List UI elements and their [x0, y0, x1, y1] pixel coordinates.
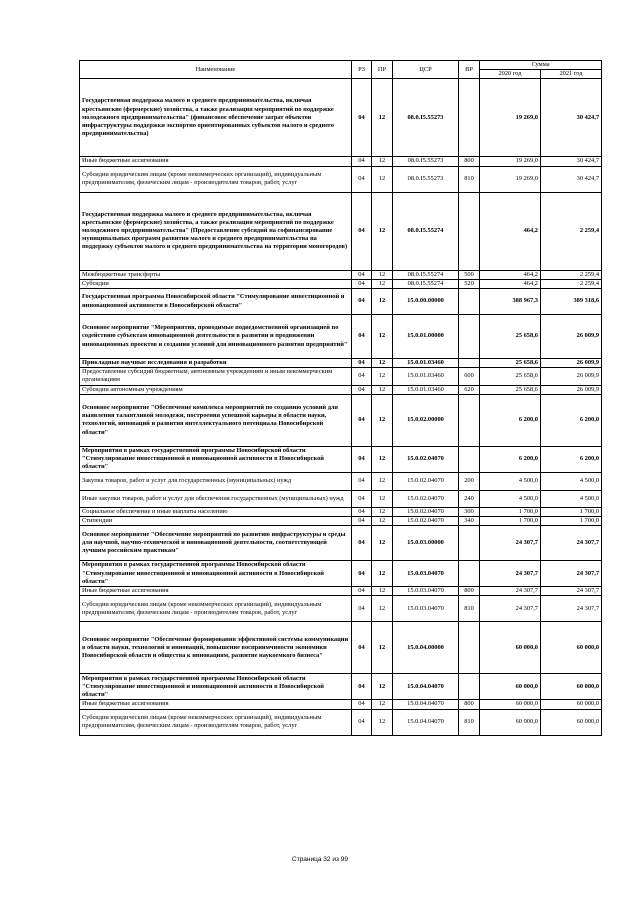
row-vr: 620 — [459, 385, 480, 394]
row-name: Стипендии — [80, 517, 352, 526]
row-pr: 12 — [372, 490, 393, 507]
row-sum-2021: 24 307,7 — [541, 561, 602, 587]
row-vr — [459, 526, 480, 561]
row-rz: 04 — [352, 596, 372, 622]
table-row — [80, 674, 602, 700]
row-sum-2021: 4 500,0 — [541, 490, 602, 507]
page-footer: Страница 32 из 99 — [292, 856, 348, 863]
row-csr: 08.0.I5.55273 — [393, 157, 459, 166]
table-row — [80, 166, 602, 192]
row-pr: 12 — [372, 507, 393, 516]
row-vr — [459, 289, 480, 315]
table-row — [80, 394, 602, 446]
row-vr: 600 — [459, 368, 480, 385]
row-rz: 04 — [352, 526, 372, 561]
row-vr — [459, 192, 480, 270]
row-csr: 08.0.I5.55273 — [393, 166, 459, 192]
row-rz: 04 — [352, 490, 372, 507]
table-row — [80, 359, 602, 368]
row-pr: 12 — [372, 394, 393, 446]
row-sum-2021: 26 009,9 — [541, 385, 602, 394]
table-header-row — [80, 61, 602, 70]
row-csr: 15.0.04.04070 — [393, 700, 459, 709]
row-rz: 04 — [352, 289, 372, 315]
header-sum: Сумма — [480, 61, 602, 70]
row-rz: 04 — [352, 472, 372, 490]
row-name: Мероприятия в рамках государственной программы Новосибирской области "Стимулирование инвестиционной и инновационной активности в Новосибирской области" — [80, 446, 352, 472]
table-row — [80, 385, 602, 394]
row-pr: 12 — [372, 315, 393, 359]
row-pr: 12 — [372, 674, 393, 700]
table-row — [80, 192, 602, 270]
row-csr: 15.0.00.00000 — [393, 289, 459, 315]
row-name: Субсидии юридическим лицам (кроме некоммерческих организаций), индивидуальным предпринимателям, физическим лицам - производителям товаров, работ, услуг — [80, 166, 352, 192]
table-row — [80, 368, 602, 385]
row-name: Государственная поддержка малого и среднего предпринимательства, включая крестьянские (фермерские) хозяйства, а также реализация мероприятий по поддержке молодежного предпринимательства" (Предоставление субсидий на софинансирование муниципальных программ развития малого и среднего предпринимательства на поддержку субъектов малого и среднего предпринимательства на территории моногородов) — [80, 192, 352, 270]
row-name: Межбюджетные трансферты — [80, 270, 352, 279]
row-vr — [459, 359, 480, 368]
row-rz: 04 — [352, 157, 372, 166]
row-csr: 08.0.I5.55274 — [393, 279, 459, 288]
row-name: Социальное обеспечение и иные выплаты населению — [80, 507, 352, 516]
table-row — [80, 279, 602, 288]
table-row — [80, 490, 602, 507]
table-row — [80, 709, 602, 735]
row-vr: 520 — [459, 279, 480, 288]
header-year-2020: 2020 год — [480, 70, 541, 79]
row-name: Основное мероприятие "Мероприятия, проводимые подведомственной организацией по содействию субъектам инновационной деятельности в развитии и продвижении инновационных проектов и создании условий для инновационного развития предприятий" — [80, 315, 352, 359]
row-sum-2021: 6 200,0 — [541, 394, 602, 446]
row-csr: 15.0.03.04070 — [393, 561, 459, 587]
row-rz: 04 — [352, 700, 372, 709]
row-sum-2021: 2 259,4 — [541, 192, 602, 270]
row-sum-2021: 30 424,7 — [541, 166, 602, 192]
table-row — [80, 622, 602, 674]
row-csr: 15.0.03.04070 — [393, 596, 459, 622]
header-name: Наименование — [80, 61, 352, 79]
row-sum-2021: 389 318,6 — [541, 289, 602, 315]
table-row — [80, 79, 602, 157]
row-rz: 04 — [352, 517, 372, 526]
row-sum-2020: 60 000,0 — [480, 622, 541, 674]
row-rz: 04 — [352, 192, 372, 270]
row-rz: 04 — [352, 587, 372, 596]
row-vr — [459, 561, 480, 587]
row-pr: 12 — [372, 561, 393, 587]
row-name: Субсидии юридическим лицам (кроме некоммерческих организаций), индивидуальным предпринимателям, физическим лицам - производителям товаров, работ, услуг — [80, 709, 352, 735]
header-vr: ВР — [459, 61, 480, 79]
table-row — [80, 315, 602, 359]
row-sum-2021: 6 200,0 — [541, 446, 602, 472]
row-rz: 04 — [352, 315, 372, 359]
header-csr: ЦСР — [393, 61, 459, 79]
row-vr — [459, 446, 480, 472]
row-sum-2021: 30 424,7 — [541, 79, 602, 157]
row-sum-2020: 464,2 — [480, 192, 541, 270]
row-csr: 15.0.02.04070 — [393, 490, 459, 507]
row-rz: 04 — [352, 385, 372, 394]
row-vr: 500 — [459, 270, 480, 279]
table-row — [80, 157, 602, 166]
row-sum-2020: 60 000,0 — [480, 700, 541, 709]
row-vr: 810 — [459, 166, 480, 192]
row-vr: 240 — [459, 490, 480, 507]
row-csr: 08.0.I5.55273 — [393, 79, 459, 157]
row-sum-2020: 388 967,3 — [480, 289, 541, 315]
row-vr: 810 — [459, 596, 480, 622]
row-sum-2020: 24 307,7 — [480, 587, 541, 596]
row-name: Субсидии юридическим лицам (кроме некоммерческих организаций), индивидуальным предпринимателям, физическим лицам - производителям товаров, работ, услуг — [80, 596, 352, 622]
row-vr: 810 — [459, 709, 480, 735]
header-year-2021: 2021 год — [541, 70, 602, 79]
row-sum-2021: 1 700,0 — [541, 507, 602, 516]
row-name: Прикладные научные исследования и разработки — [80, 359, 352, 368]
row-sum-2020: 4 500,0 — [480, 490, 541, 507]
row-sum-2021: 24 307,7 — [541, 596, 602, 622]
row-sum-2020: 6 200,0 — [480, 446, 541, 472]
row-csr: 15.0.01.03460 — [393, 385, 459, 394]
row-vr — [459, 622, 480, 674]
row-name: Мероприятия в рамках государственной программы Новосибирской области "Стимулирование инвестиционной и инновационной активности в Новосибирской области" — [80, 561, 352, 587]
row-vr: 340 — [459, 517, 480, 526]
row-csr: 15.0.02.04070 — [393, 507, 459, 516]
row-rz: 04 — [352, 359, 372, 368]
row-pr: 12 — [372, 192, 393, 270]
row-vr: 800 — [459, 157, 480, 166]
row-sum-2020: 25 658,6 — [480, 315, 541, 359]
row-sum-2021: 60 000,0 — [541, 622, 602, 674]
row-rz: 04 — [352, 279, 372, 288]
row-sum-2020: 4 500,0 — [480, 472, 541, 490]
row-csr: 15.0.04.04070 — [393, 674, 459, 700]
row-rz: 04 — [352, 446, 372, 472]
row-csr: 15.0.02.04070 — [393, 472, 459, 490]
row-vr: 800 — [459, 587, 480, 596]
table-row — [80, 517, 602, 526]
row-csr: 15.0.03.00000 — [393, 526, 459, 561]
row-vr — [459, 315, 480, 359]
row-pr: 12 — [372, 279, 393, 288]
table-row — [80, 587, 602, 596]
row-sum-2021: 24 307,7 — [541, 526, 602, 561]
row-sum-2020: 19 269,0 — [480, 166, 541, 192]
row-rz: 04 — [352, 709, 372, 735]
row-sum-2020: 24 307,7 — [480, 561, 541, 587]
row-pr: 12 — [372, 587, 393, 596]
row-rz: 04 — [352, 394, 372, 446]
row-pr: 12 — [372, 700, 393, 709]
row-vr — [459, 79, 480, 157]
row-pr: 12 — [372, 709, 393, 735]
row-sum-2021: 26 009,9 — [541, 368, 602, 385]
row-rz: 04 — [352, 166, 372, 192]
table-row — [80, 446, 602, 472]
row-csr: 15.0.01.03460 — [393, 368, 459, 385]
row-csr: 15.0.02.00000 — [393, 394, 459, 446]
row-sum-2020: 25 658,6 — [480, 359, 541, 368]
row-vr: 300 — [459, 507, 480, 516]
table-row — [80, 507, 602, 516]
table-row — [80, 700, 602, 709]
row-csr: 15.0.01.03460 — [393, 359, 459, 368]
row-rz: 04 — [352, 622, 372, 674]
row-sum-2021: 30 424,7 — [541, 157, 602, 166]
row-csr: 15.0.04.00000 — [393, 622, 459, 674]
row-sum-2021: 2 259,4 — [541, 270, 602, 279]
row-pr: 12 — [372, 526, 393, 561]
row-rz: 04 — [352, 561, 372, 587]
table-row — [80, 526, 602, 561]
row-name: Иные закупки товаров, работ и услуг для обеспечения государственных (муниципальных) нужд — [80, 490, 352, 507]
row-sum-2020: 19 269,0 — [480, 79, 541, 157]
row-vr: 800 — [459, 700, 480, 709]
row-rz: 04 — [352, 368, 372, 385]
row-name: Закупка товаров, работ и услуг для государственных (муниципальных) нужд — [80, 472, 352, 490]
header-pr: ПР — [372, 61, 393, 79]
row-csr: 15.0.01.00000 — [393, 315, 459, 359]
row-sum-2020: 60 000,0 — [480, 674, 541, 700]
table-row — [80, 472, 602, 490]
row-rz: 04 — [352, 79, 372, 157]
row-sum-2020: 464,2 — [480, 270, 541, 279]
row-name: Иные бюджетные ассигнования — [80, 157, 352, 166]
row-vr — [459, 394, 480, 446]
row-sum-2021: 60 000,0 — [541, 674, 602, 700]
row-sum-2020: 19 269,0 — [480, 157, 541, 166]
row-csr: 08.0.I5.55274 — [393, 270, 459, 279]
row-pr: 12 — [372, 157, 393, 166]
table-row — [80, 289, 602, 315]
row-csr: 08.0.I5.55274 — [393, 192, 459, 270]
row-csr: 15.0.02.04070 — [393, 517, 459, 526]
row-sum-2021: 1 700,0 — [541, 517, 602, 526]
row-sum-2021: 26 009,9 — [541, 359, 602, 368]
row-name: Государственная поддержка малого и среднего предпринимательства, включая крестьянские (фермерские) хозяйства, а также реализация мероприятий по поддержке молодежного предпринимательства" (финансовое обеспечение затрат объектов инфраструктуры поддержки экспортно ориентированных субъектов малого и среднего предпринимательства) — [80, 79, 352, 157]
row-name: Иные бюджетные ассигнования — [80, 587, 352, 596]
row-pr: 12 — [372, 166, 393, 192]
row-pr: 12 — [372, 368, 393, 385]
row-sum-2021: 2 259,4 — [541, 279, 602, 288]
row-pr: 12 — [372, 385, 393, 394]
row-vr — [459, 674, 480, 700]
row-rz: 04 — [352, 270, 372, 279]
row-vr: 200 — [459, 472, 480, 490]
row-sum-2020: 24 307,7 — [480, 526, 541, 561]
row-name: Иные бюджетные ассигнования — [80, 700, 352, 709]
row-pr: 12 — [372, 596, 393, 622]
row-sum-2021: 24 307,7 — [541, 587, 602, 596]
row-pr: 12 — [372, 289, 393, 315]
row-pr: 12 — [372, 359, 393, 368]
row-pr: 12 — [372, 472, 393, 490]
row-sum-2020: 1 700,0 — [480, 517, 541, 526]
row-csr: 15.0.03.04070 — [393, 587, 459, 596]
table-row — [80, 596, 602, 622]
row-pr: 12 — [372, 270, 393, 279]
row-sum-2021: 26 009,9 — [541, 315, 602, 359]
row-name: Субсидии автономным учреждениям — [80, 385, 352, 394]
table-row — [80, 270, 602, 279]
row-sum-2021: 60 000,0 — [541, 709, 602, 735]
header-rz: РЗ — [352, 61, 372, 79]
row-name: Субсидии — [80, 279, 352, 288]
row-name: Государственная программа Новосибирской области "Стимулирование инвестиционной и инновационной активности в Новосибирской области" — [80, 289, 352, 315]
row-rz: 04 — [352, 674, 372, 700]
row-pr: 12 — [372, 446, 393, 472]
budget-table — [79, 60, 602, 736]
row-sum-2021: 4 500,0 — [541, 472, 602, 490]
row-name: Основное мероприятие "Обеспечение формирования эффективной системы коммуникации в области науки, технологий и инноваций, повышение восприимчивости экономики Новосибирской области и общества к инновациям, развитие наукоемкого бизнеса" — [80, 622, 352, 674]
row-rz: 04 — [352, 507, 372, 516]
row-sum-2020: 60 000,0 — [480, 709, 541, 735]
row-name: Основное мероприятие "Обеспечение мероприятий по развитию инфраструктуры и среды для научной, научно-технической и инновационной деятельности, соответствующей лучшим российским практикам" — [80, 526, 352, 561]
row-sum-2020: 25 658,6 — [480, 385, 541, 394]
table-row — [80, 561, 602, 587]
row-sum-2021: 60 000,0 — [541, 700, 602, 709]
row-name: Предоставление субсидий бюджетным, автономным учреждениям и иным некоммерческим организациям — [80, 368, 352, 385]
row-sum-2020: 6 200,0 — [480, 394, 541, 446]
row-pr: 12 — [372, 622, 393, 674]
row-pr: 12 — [372, 517, 393, 526]
table-body — [80, 79, 602, 735]
row-pr: 12 — [372, 79, 393, 157]
row-name: Основное мероприятие "Обеспечение комплекса мероприятий по созданию условий для выявления талантливой молодежи, построения успешной карьеры в области науки, технологий, инноваций и развития интеллектуального потенциала Новосибирской области" — [80, 394, 352, 446]
row-sum-2020: 1 700,0 — [480, 507, 541, 516]
row-csr: 15.0.04.04070 — [393, 709, 459, 735]
row-name: Мероприятия в рамках государственной программы Новосибирской области "Стимулирование инвестиционной и инновационной активности в Новосибирской области" — [80, 674, 352, 700]
row-csr: 15.0.02.04070 — [393, 446, 459, 472]
row-sum-2020: 25 658,6 — [480, 368, 541, 385]
row-sum-2020: 24 307,7 — [480, 596, 541, 622]
row-sum-2020: 464,2 — [480, 279, 541, 288]
